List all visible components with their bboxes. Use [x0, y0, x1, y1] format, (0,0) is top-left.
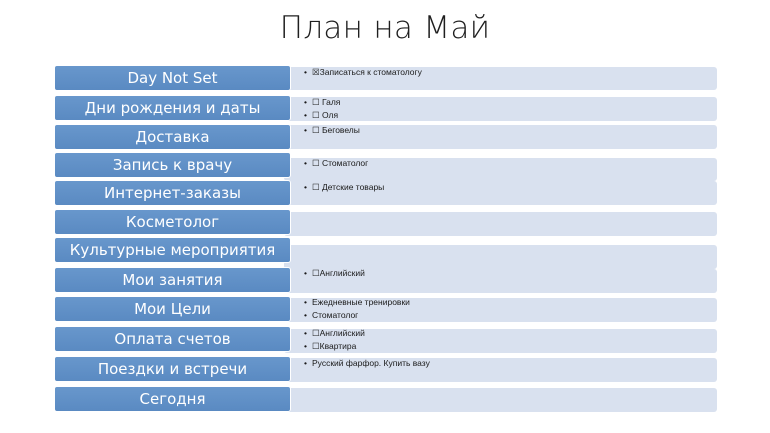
row-label: Сегодня [54, 386, 291, 412]
list-item: • ☐Английский [304, 267, 365, 280]
row-items-list [304, 267, 365, 280]
list-item: • ☐Квартира [304, 340, 365, 353]
list-item: • ☐ Галя [304, 96, 340, 109]
row-content-box [284, 245, 717, 269]
row-items-list [304, 181, 384, 194]
list-item: • Ежедневные тренировки [304, 296, 410, 309]
row-label: Запись к врачу [54, 152, 291, 178]
row-content-box [284, 97, 717, 121]
list-item: • Стоматолог [304, 309, 410, 322]
row-items-list [304, 296, 410, 322]
row-label: Культурные мероприятия [54, 237, 291, 263]
row-label: Интернет-заказы [54, 180, 291, 206]
list-item: • ☐ Детские товары [304, 181, 384, 194]
row-content-box [284, 388, 717, 412]
list-item: • ☐ Оля [304, 109, 340, 122]
slide-title: План на Май [279, 10, 491, 46]
row-content-box [284, 212, 717, 236]
list-item: • ☒Записаться к стоматологу [304, 66, 422, 79]
list-item: • ☐ Беговелы [304, 124, 360, 137]
row-items-list [304, 327, 365, 353]
row-label: Косметолог [54, 209, 291, 235]
row-label: Day Not Set [54, 65, 291, 91]
row-items-list [304, 357, 430, 370]
row-label: Дни рождения и даты [54, 95, 291, 121]
row-label: Поездки и встречи [54, 356, 291, 382]
list-item: • Русский фарфор. Купить вазу [304, 357, 430, 370]
row-label: Мои Цели [54, 296, 291, 322]
row-items-list [304, 124, 360, 137]
row-items-list [304, 157, 368, 170]
row-items-list [304, 96, 340, 122]
row-label: Мои занятия [54, 267, 291, 293]
row-label: Оплата счетов [54, 326, 291, 352]
row-items-list [304, 66, 422, 79]
list-item: • ☐ Стоматолог [304, 157, 368, 170]
row-label: Доставка [54, 124, 291, 150]
list-item: • ☐Английский [304, 327, 365, 340]
